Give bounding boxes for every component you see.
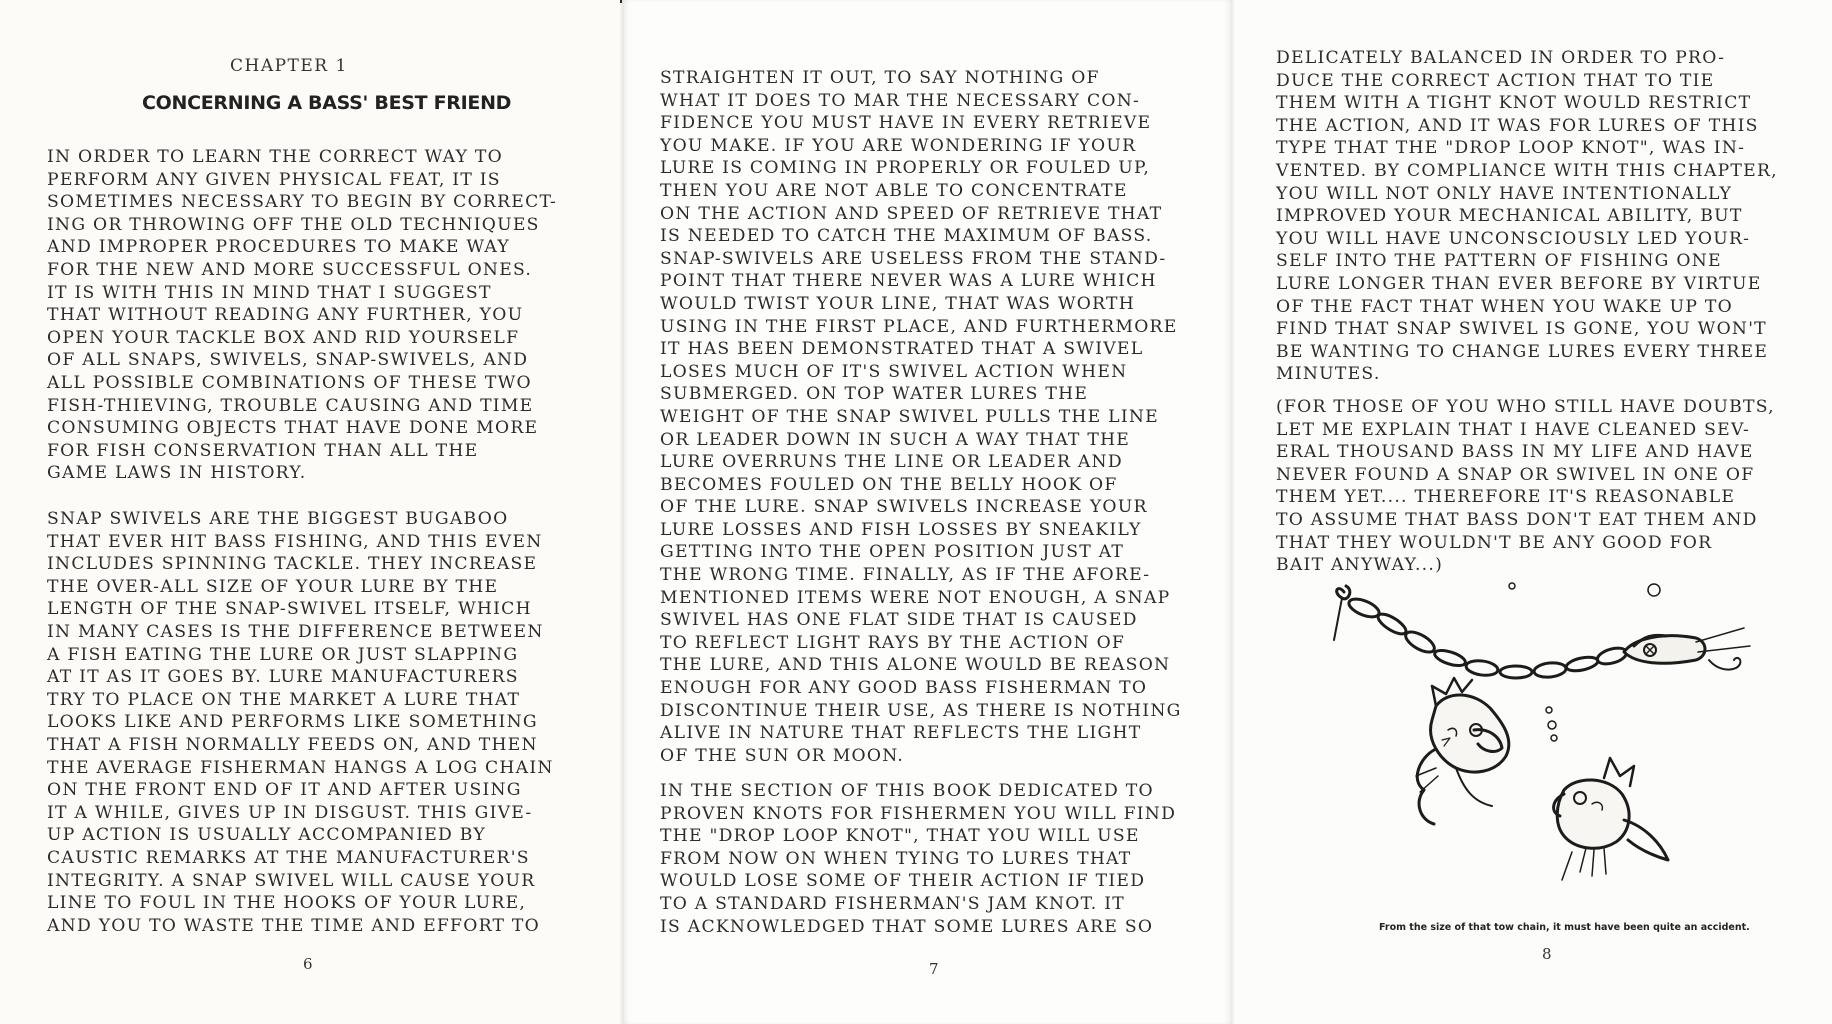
text-line: TYPE THAT THE "DROP LOOP KNOT", WAS IN-	[1276, 138, 1746, 159]
text-line: OF THE FACT THAT WHEN YOU WAKE UP TO	[1276, 296, 1733, 317]
text-line: TRY TO PLACE ON THE MARKET A LURE THAT	[47, 689, 521, 710]
text-line: BECOMES FOULED ON THE BELLY HOOK OF	[660, 474, 1118, 495]
page-8	[1234, 0, 1832, 1024]
text-line: PROVEN KNOTS FOR FISHERMEN YOU WILL FIND	[660, 803, 1177, 824]
text-line: IT HAS BEEN DEMONSTRATED THAT A SWIVEL	[660, 339, 1144, 360]
text-line: ERAL THOUSAND BASS IN MY LIFE AND HAVE	[1276, 442, 1754, 463]
text-line: THEM WITH A TIGHT KNOT WOULD RESTRICT	[1276, 93, 1752, 114]
text-line: AND YOU TO WASTE THE TIME AND EFFORT TO	[47, 915, 540, 936]
page-8-paragraph-1	[1276, 47, 1778, 386]
text-line: WOULD LOSE SOME OF THEIR ACTION IF TIED	[660, 871, 1146, 892]
text-line: THAT WITHOUT READING ANY FURTHER, YOU	[47, 305, 524, 326]
text-line: THAT THEY WOULDN'T BE ANY GOOD FOR	[1276, 532, 1713, 553]
text-line: BAIT ANYWAY...)	[1276, 555, 1444, 576]
text-line: ON THE ACTION AND SPEED OF RETRIEVE THAT	[660, 203, 1163, 224]
text-line: DUCE THE CORRECT ACTION THAT TO TIE	[1276, 70, 1715, 91]
text-line: SOMETIMES NECESSARY TO BEGIN BY CORRECT-	[47, 192, 558, 213]
text-line: A FISH EATING THE LURE OR JUST SLAPPING	[47, 644, 519, 665]
text-line: WHAT IT DOES TO MAR THE NECESSARY CON-	[660, 90, 1141, 111]
text-line: ON THE FRONT END OF IT AND AFTER USING	[47, 780, 522, 801]
page-7-paragraph-1	[660, 67, 1182, 767]
text-line: SNAP SWIVELS ARE THE BIGGEST BUGABOO	[47, 509, 509, 529]
text-line: LURE IS COMING IN PROPERLY OR FOULED UP,	[660, 158, 1151, 179]
page-7-paragraph-2	[660, 780, 1176, 938]
text-line: IN THE SECTION OF THIS BOOK DEDICATED TO	[660, 781, 1154, 801]
chapter-label: CHAPTER 1	[230, 56, 348, 76]
text-line: ALIVE IN NATURE THAT REFLECTS THE LIGHT	[660, 723, 1142, 744]
text-line: IT A WHILE, GIVES UP IN DISGUST. THIS GIVE-	[47, 802, 533, 823]
text-line: IMPROVED YOUR MECHANICAL ABILITY, BUT	[1276, 206, 1743, 227]
text-line: GETTING INTO THE OPEN POSITION JUST AT	[660, 542, 1125, 563]
text-line: LET ME EXPLAIN THAT I HAVE CLEANED SEV-	[1276, 419, 1751, 440]
text-line: AND IMPROPER PROCEDURES TO MAKE WAY	[47, 237, 510, 258]
text-line: UP ACTION IS USUALLY ACCOMPANIED BY	[47, 825, 486, 846]
text-line: ALL POSSIBLE COMBINATIONS OF THESE TWO	[47, 372, 532, 393]
text-line: OPEN YOUR TACKLE BOX AND RID YOURSELF	[47, 327, 520, 348]
bass-cartoon-illustration	[1324, 580, 1794, 920]
text-line: THE LURE, AND THIS ALONE WOULD BE REASON	[660, 655, 1171, 676]
text-line: LOOKS LIKE AND PERFORMS LIKE SOMETHING	[47, 712, 538, 733]
text-line: THE OVER-ALL SIZE OF YOUR LURE BY THE	[47, 576, 499, 597]
text-line: DELICATELY BALANCED IN ORDER TO PRO-	[1276, 48, 1726, 68]
text-line: OF THE SUN OR MOON.	[660, 745, 905, 766]
text-line: BE WANTING TO CHANGE LURES EVERY THREE	[1276, 341, 1769, 362]
page-7	[622, 0, 1232, 1024]
text-line: FOR THE NEW AND MORE SUCCESSFUL ONES.	[47, 259, 533, 280]
text-line: MENTIONED ITEMS WERE NOT ENOUGH, A SNAP	[660, 587, 1171, 608]
text-line: IS NEEDED TO CATCH THE MAXIMUM OF BASS.	[660, 226, 1153, 247]
text-line: USING IN THE FIRST PLACE, AND FURTHERMORE	[660, 316, 1178, 337]
text-line: IN ORDER TO LEARN THE CORRECT WAY TO	[47, 147, 503, 167]
text-line: INTEGRITY. A SNAP SWIVEL WILL CAUSE YOUR	[47, 870, 536, 891]
text-line: FIDENCE YOU MUST HAVE IN EVERY RETRIEVE	[660, 113, 1152, 134]
text-line: SNAP-SWIVELS ARE USELESS FROM THE STAND-	[660, 248, 1167, 269]
text-line: YOU WILL HAVE UNCONSCIOUSLY LED YOUR-	[1276, 228, 1751, 249]
text-line: WEIGHT OF THE SNAP SWIVEL PULLS THE LINE	[660, 406, 1159, 427]
text-line: CAUSTIC REMARKS AT THE MANUFACTURER'S	[47, 847, 530, 868]
text-line: TO REFLECT LIGHT RAYS BY THE ACTION OF	[660, 632, 1126, 653]
text-line: THAT A FISH NORMALLY FEEDS ON, AND THEN	[47, 734, 538, 755]
text-line: YOU MAKE. IF YOU ARE WONDERING IF YOUR	[660, 135, 1137, 156]
text-line: THEN YOU ARE NOT ABLE TO CONCENTRATE	[660, 180, 1128, 201]
text-line: NEVER FOUND A SNAP OR SWIVEL IN ONE OF	[1276, 464, 1755, 485]
text-line: ENOUGH FOR ANY GOOD BASS FISHERMAN TO	[660, 678, 1148, 699]
text-line: (FOR THOSE OF YOU WHO STILL HAVE DOUBTS,	[1276, 397, 1775, 417]
text-line: OF THE LURE. SNAP SWIVELS INCREASE YOUR	[660, 497, 1148, 518]
text-line: DISCONTINUE THEIR USE, AS THERE IS NOTHING	[660, 700, 1182, 721]
text-line: TO ASSUME THAT BASS DON'T EAT THEM AND	[1276, 509, 1758, 530]
text-line: THE ACTION, AND IT WAS FOR LURES OF THIS	[1276, 115, 1759, 136]
illustration-caption: From the size of that tow chain, it must have been quite an accident.	[1379, 922, 1750, 933]
text-line: LURE OVERRUNS THE LINE OR LEADER AND	[660, 452, 1123, 473]
text-line: FOR FISH CONSERVATION THAN ALL THE	[47, 440, 479, 461]
text-line: IS ACKNOWLEDGED THAT SOME LURES ARE SO	[660, 916, 1154, 937]
page-8-paragraph-2	[1276, 396, 1775, 577]
text-line: LURE LOSSES AND FISH LOSSES BY SNEAKILY	[660, 519, 1142, 540]
text-line: LOSES MUCH OF IT'S SWIVEL ACTION WHEN	[660, 361, 1128, 382]
text-line: IN MANY CASES IS THE DIFFERENCE BETWEEN	[47, 621, 544, 642]
text-line: CONSUMING OBJECTS THAT HAVE DONE MORE	[47, 418, 539, 439]
text-line: FROM NOW ON WHEN TYING TO LURES THAT	[660, 848, 1132, 869]
page-6-paragraph-2	[47, 508, 554, 937]
text-line: AT IT AS IT GOES BY. LURE MANUFACTURERS	[47, 667, 519, 688]
text-line: WOULD TWIST YOUR LINE, THAT WAS WORTH	[660, 293, 1135, 314]
chapter-title: CONCERNING A BASS' BEST FRIEND	[142, 92, 512, 114]
text-line: FISH-THIEVING, TROUBLE CAUSING AND TIME	[47, 395, 534, 416]
text-line: TO A STANDARD FISHERMAN'S JAM KNOT. IT	[660, 893, 1125, 914]
text-line: STRAIGHTEN IT OUT, TO SAY NOTHING OF	[660, 68, 1100, 88]
page-6	[0, 0, 620, 1024]
text-line: YOU WILL NOT ONLY HAVE INTENTIONALLY	[1276, 183, 1733, 204]
text-line: THEM YET.... THEREFORE IT'S REASONABLE	[1276, 487, 1736, 508]
text-line: ING OR THROWING OFF THE OLD TECHNIQUES	[47, 214, 540, 235]
text-line: THAT EVER HIT BASS FISHING, AND THIS EVEN	[47, 531, 543, 552]
text-line: LINE TO FOUL IN THE HOOKS OF YOUR LURE,	[47, 893, 527, 914]
text-line: POINT THAT THERE NEVER WAS A LURE WHICH	[660, 271, 1157, 292]
page-number: 7	[929, 960, 939, 978]
text-line: LENGTH OF THE SNAP-SWIVEL ITSELF, WHICH	[47, 599, 532, 620]
text-line: PERFORM ANY GIVEN PHYSICAL FEAT, IT IS	[47, 169, 501, 190]
text-line: SUBMERGED. ON TOP WATER LURES THE	[660, 384, 1089, 405]
text-line: GAME LAWS IN HISTORY.	[47, 463, 307, 484]
page-6-paragraph-1	[47, 146, 557, 485]
text-line: SELF INTO THE PATTERN OF FISHING ONE	[1276, 251, 1722, 272]
text-line: LURE LONGER THAN EVER BEFORE BY VIRTUE	[1276, 273, 1762, 294]
text-line: OF ALL SNAPS, SWIVELS, SNAP-SWIVELS, AND	[47, 350, 529, 371]
text-line: THE WRONG TIME. FINALLY, AS IF THE AFORE-	[660, 565, 1151, 586]
page-number: 6	[303, 955, 313, 973]
text-line: THE AVERAGE FISHERMAN HANGS A LOG CHAIN	[47, 757, 554, 778]
text-line: MINUTES.	[1276, 364, 1381, 385]
text-line: OR LEADER DOWN IN SUCH A WAY THAT THE	[660, 429, 1131, 450]
text-line: INCLUDES SPINNING TACKLE. THEY INCREASE	[47, 554, 538, 575]
text-line: VENTED. BY COMPLIANCE WITH THIS CHAPTER,	[1276, 160, 1778, 181]
text-line: THE "DROP LOOP KNOT", THAT YOU WILL USE	[660, 826, 1140, 847]
text-line: IT IS WITH THIS IN MIND THAT I SUGGEST	[47, 282, 492, 303]
text-line: FIND THAT SNAP SWIVEL IS GONE, YOU WON'T	[1276, 319, 1767, 340]
text-line: SWIVEL HAS ONE FLAT SIDE THAT IS CAUSED	[660, 610, 1138, 631]
page-number: 8	[1542, 945, 1552, 963]
